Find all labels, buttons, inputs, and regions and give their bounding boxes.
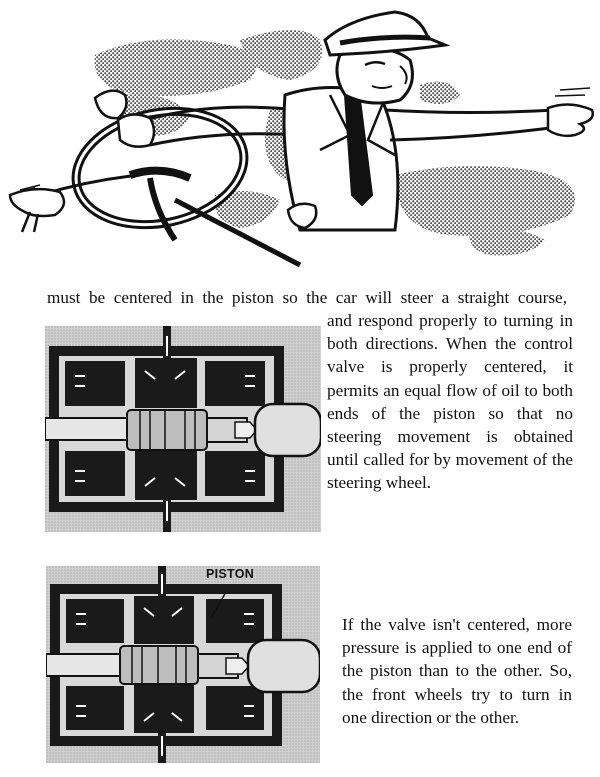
off-center-valve-diagram [46, 566, 320, 763]
halftone-shape [95, 39, 257, 96]
body-text-paragraph-2: and respond properly to turning in both directions. When the control valve is properly centered, it permits an equal flow of oil to both ends of the piston so that no steering movement is obtained until called for by movement of the steering wheel. [327, 311, 573, 493]
body-text-line-1: must be centered in the piston so the car will steer a straight course, [47, 288, 567, 307]
man-steering-wheel-illustration [0, 0, 600, 285]
body-text-paragraph-3: If the valve isn't centered, more pressure is applied to one end of the piston than to the other. So, the front wheels try to turn in one direction or the other. [342, 615, 572, 727]
centered-valve-diagram [45, 326, 321, 532]
piston-label: PISTON [206, 567, 255, 581]
